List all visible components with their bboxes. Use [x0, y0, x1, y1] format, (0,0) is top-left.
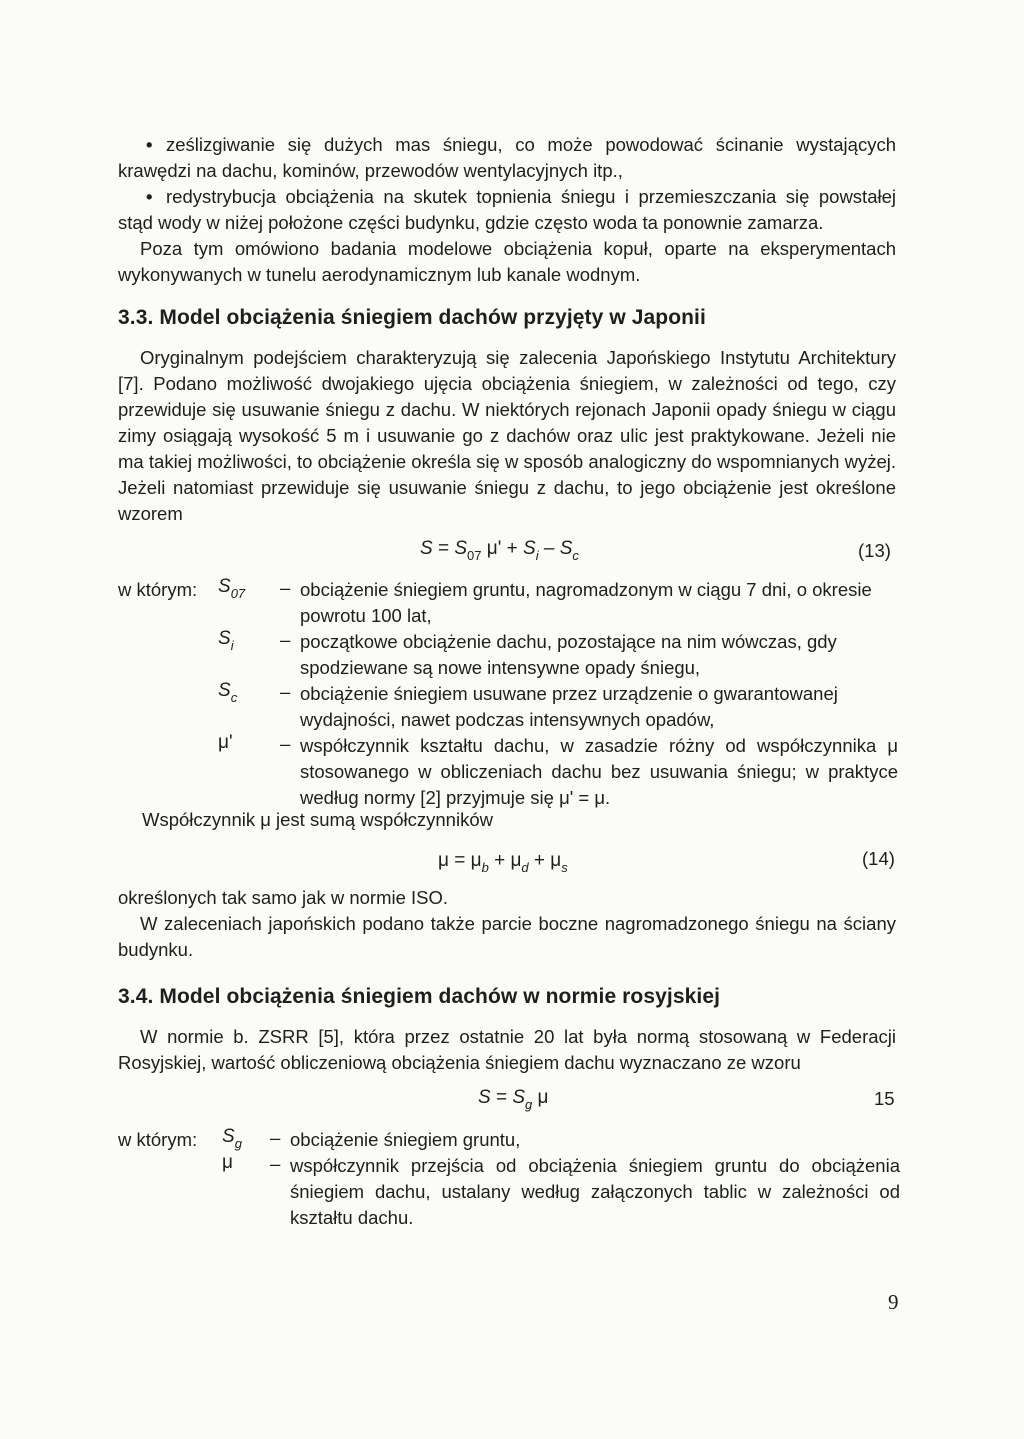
definition-si: początkowe obciążenie dachu, pozostające na nim wówczas, gdy spodziewane są nowe intensywne opady śniegu,: [300, 631, 837, 678]
symbol-si: $S_i$: [218, 628, 234, 653]
definition-dash: –: [280, 681, 291, 702]
paragraph-side-pressure: W zaleceniach japońskich podano także parcie boczne nagromadzonego śniegu na ściany budynku.: [118, 913, 896, 960]
definition-mu: współczynnik przejścia od obciążenia śniegiem gruntu do obciążenia śniegiem dachu, ustalany według załączonych tablic w zależności od kształtu dachu.: [290, 1155, 900, 1228]
paragraph-models: Poza tym omówiono badania modelowe obciążenia kopuł, oparte na eksperymentach wykonywanych w tunelu aerodynamicznym lub kanale wodnym.: [118, 238, 896, 285]
symbol-mu: μ: [222, 1152, 233, 1173]
mu-sum-text: Współczynnik μ jest sumą współczynników: [142, 809, 493, 830]
equation-15: $S = S_g$ μ: [478, 1087, 549, 1112]
symbol-s07: $S_{07}$: [218, 576, 246, 601]
equation-14: $\mu = \mu_b + \mu_d + \mu_s$: [438, 850, 568, 875]
definition-sg: obciążenie śniegiem gruntu,: [290, 1129, 521, 1150]
section-heading-3-3: 3.3. Model obciążenia śniegiem dachów przyjęty w Japonii: [118, 306, 706, 329]
paragraph-japan-intro: Oryginalnym podejściem charakteryzują się zalecenia Japońskiego Instytutu Architektury [7]. Podano możliwość dwojakiego ujęcia obciążenia śniegiem, w zależności od tego, czy przewiduje się usuwanie śniegu z dachu. W niektórych rejonach Japonii opady śniegu w ciągu zimy osiągają wysokość 5 m i usuwanie go z dachów oraz ulic jest praktykowane. Jeżeli nie ma takiej możliwości, to obciążenie określa się w sposób analogiczny do wspomnianych wyżej. Jeżeli natomiast przewiduje się usuwanie śniegu z dachu, to jego obciążenie jest określone wzorem: [118, 347, 896, 524]
after-eq14-text: określonych tak samo jak w normie ISO.: [118, 887, 449, 908]
definition-s07: obciążenie śniegiem gruntu, nagromadzonym w ciągu 7 dni, o okresie powrotu 100 lat,: [300, 579, 872, 626]
symbol-sg: $S_g$: [222, 1126, 242, 1151]
definition-dash: –: [270, 1127, 281, 1148]
definition-dash: –: [280, 629, 291, 650]
paragraph-russia-intro: W normie b. ZSRR [5], która przez ostatnie 20 lat była normą stosowaną w Federacji Rosyjskiej, wartość obliczeniową obciążenia śniegiem dachu wyznaczano ze wzoru: [118, 1026, 896, 1073]
equation-number-13: (13): [858, 540, 891, 561]
definition-dash: –: [280, 733, 291, 754]
where-label: w którym:: [118, 579, 198, 600]
definition-sc: obciążenie śniegiem usuwane przez urządzenie o gwarantowanej wydajności, nawet podczas intensywnych opadów,: [300, 683, 838, 730]
definition-dash: –: [280, 577, 291, 598]
bullet-text: redystrybucja obciążenia na skutek topnienia śniegu i przemieszczania się powstałej stąd wody w niżej położone części budynku, gdzie często woda ta ponownie zamarza.: [118, 186, 896, 233]
bullet-item: [118, 184, 896, 236]
equation-13: $S = S_{07}$ $\mu' + S_i - S_c$: [420, 538, 579, 563]
symbol-sc: $S_c$: [218, 680, 238, 705]
definition-dash: –: [270, 1153, 281, 1174]
where-label: w którym:: [118, 1129, 198, 1150]
section-heading-3-4: 3.4. Model obciążenia śniegiem dachów w normie rosyjskiej: [118, 985, 721, 1008]
definition-mu-prime: współczynnik kształtu dachu, w zasadzie różny od współczynnika μ stosowanego w obliczeniach dachu bez usuwania śniegu; w praktyce według normy [2] przyjmuje się μ' = μ.: [300, 735, 898, 808]
equation-number-14: (14): [862, 848, 895, 869]
page-number: 9: [888, 1290, 899, 1314]
bullet-item: [118, 132, 896, 184]
bullet-text: ześlizgiwanie się dużych mas śniegu, co może powodować ścinanie wystających krawędzi na dachu, kominów, przewodów wentylacyjnych itp.,: [118, 134, 896, 181]
equation-number-15: 15: [874, 1088, 895, 1109]
symbol-mu-prime: μ': [218, 732, 233, 753]
